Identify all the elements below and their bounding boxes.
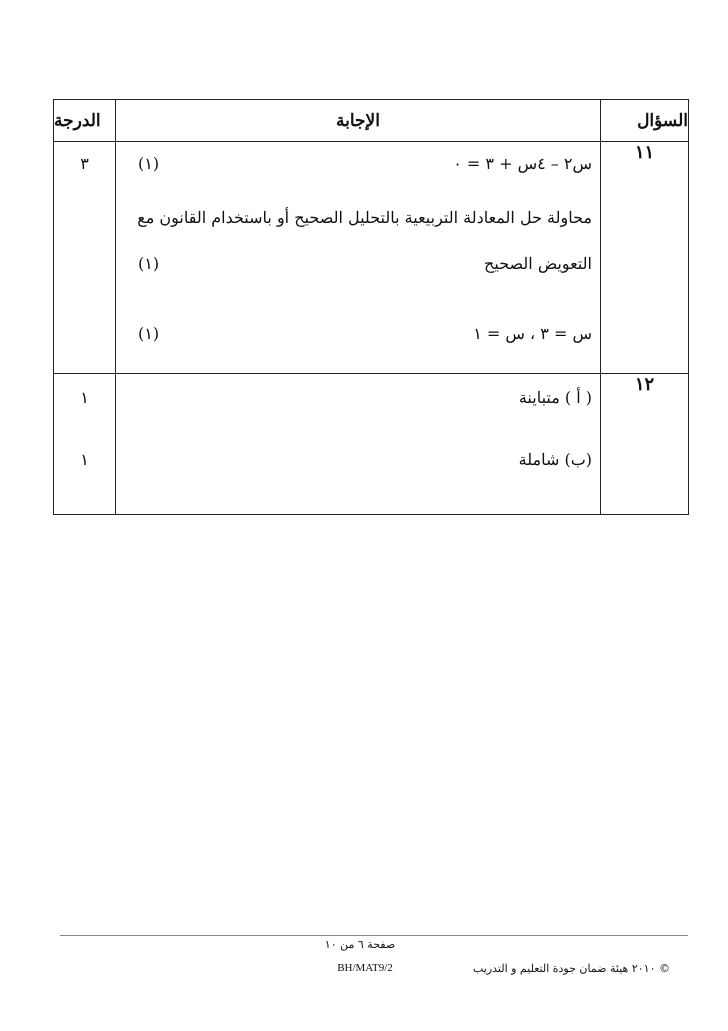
question-number — [601, 374, 689, 515]
header-answer: الإجابة — [116, 100, 601, 142]
answer-cell-12 — [116, 374, 601, 515]
header-grade: الدرجة — [54, 100, 116, 142]
grade-cell-12 — [54, 374, 116, 515]
page-number: صفحة ٦ من ١٠ — [324, 938, 396, 951]
question-row-12 — [54, 374, 689, 515]
answer-line: س = ٣ ، س = ١ — [473, 324, 592, 343]
answer-line: محاولة حل المعادلة التربيعية بالتحليل الصحيح أو باستخدام القانون مع — [137, 208, 592, 227]
answer-points: (١) — [138, 254, 160, 273]
answer-cell-11 — [116, 142, 601, 374]
answer-line: س٢ – ٤س + ٣ = ٠ — [453, 154, 592, 173]
question-row-11 — [54, 142, 689, 374]
grade-cell-11 — [54, 142, 116, 374]
marking-table — [53, 99, 689, 515]
answer-line: ( أ ) متباينة — [518, 388, 592, 407]
answer-line: (ب) شاملة — [518, 450, 592, 469]
answer-line: التعويض الصحيح — [484, 254, 592, 273]
copyright-notice: © ٢٠١٠ هيئة ضمان جودة التعليم و التدريب — [472, 962, 670, 975]
answer-points: (١) — [138, 324, 160, 343]
question-number — [601, 142, 689, 374]
question-number-11: ١١ — [634, 142, 655, 163]
grade-value: ١ — [80, 388, 89, 407]
document-code: BH/MAT9/2 — [337, 962, 393, 974]
table-header-row — [54, 100, 689, 142]
answer-points: (١) — [138, 154, 160, 173]
header-question: السؤال — [601, 100, 689, 142]
footer-divider — [60, 935, 688, 936]
grade-value: ٣ — [80, 154, 89, 173]
grade-value: ١ — [80, 450, 89, 469]
question-number-12: ١٢ — [634, 374, 655, 395]
